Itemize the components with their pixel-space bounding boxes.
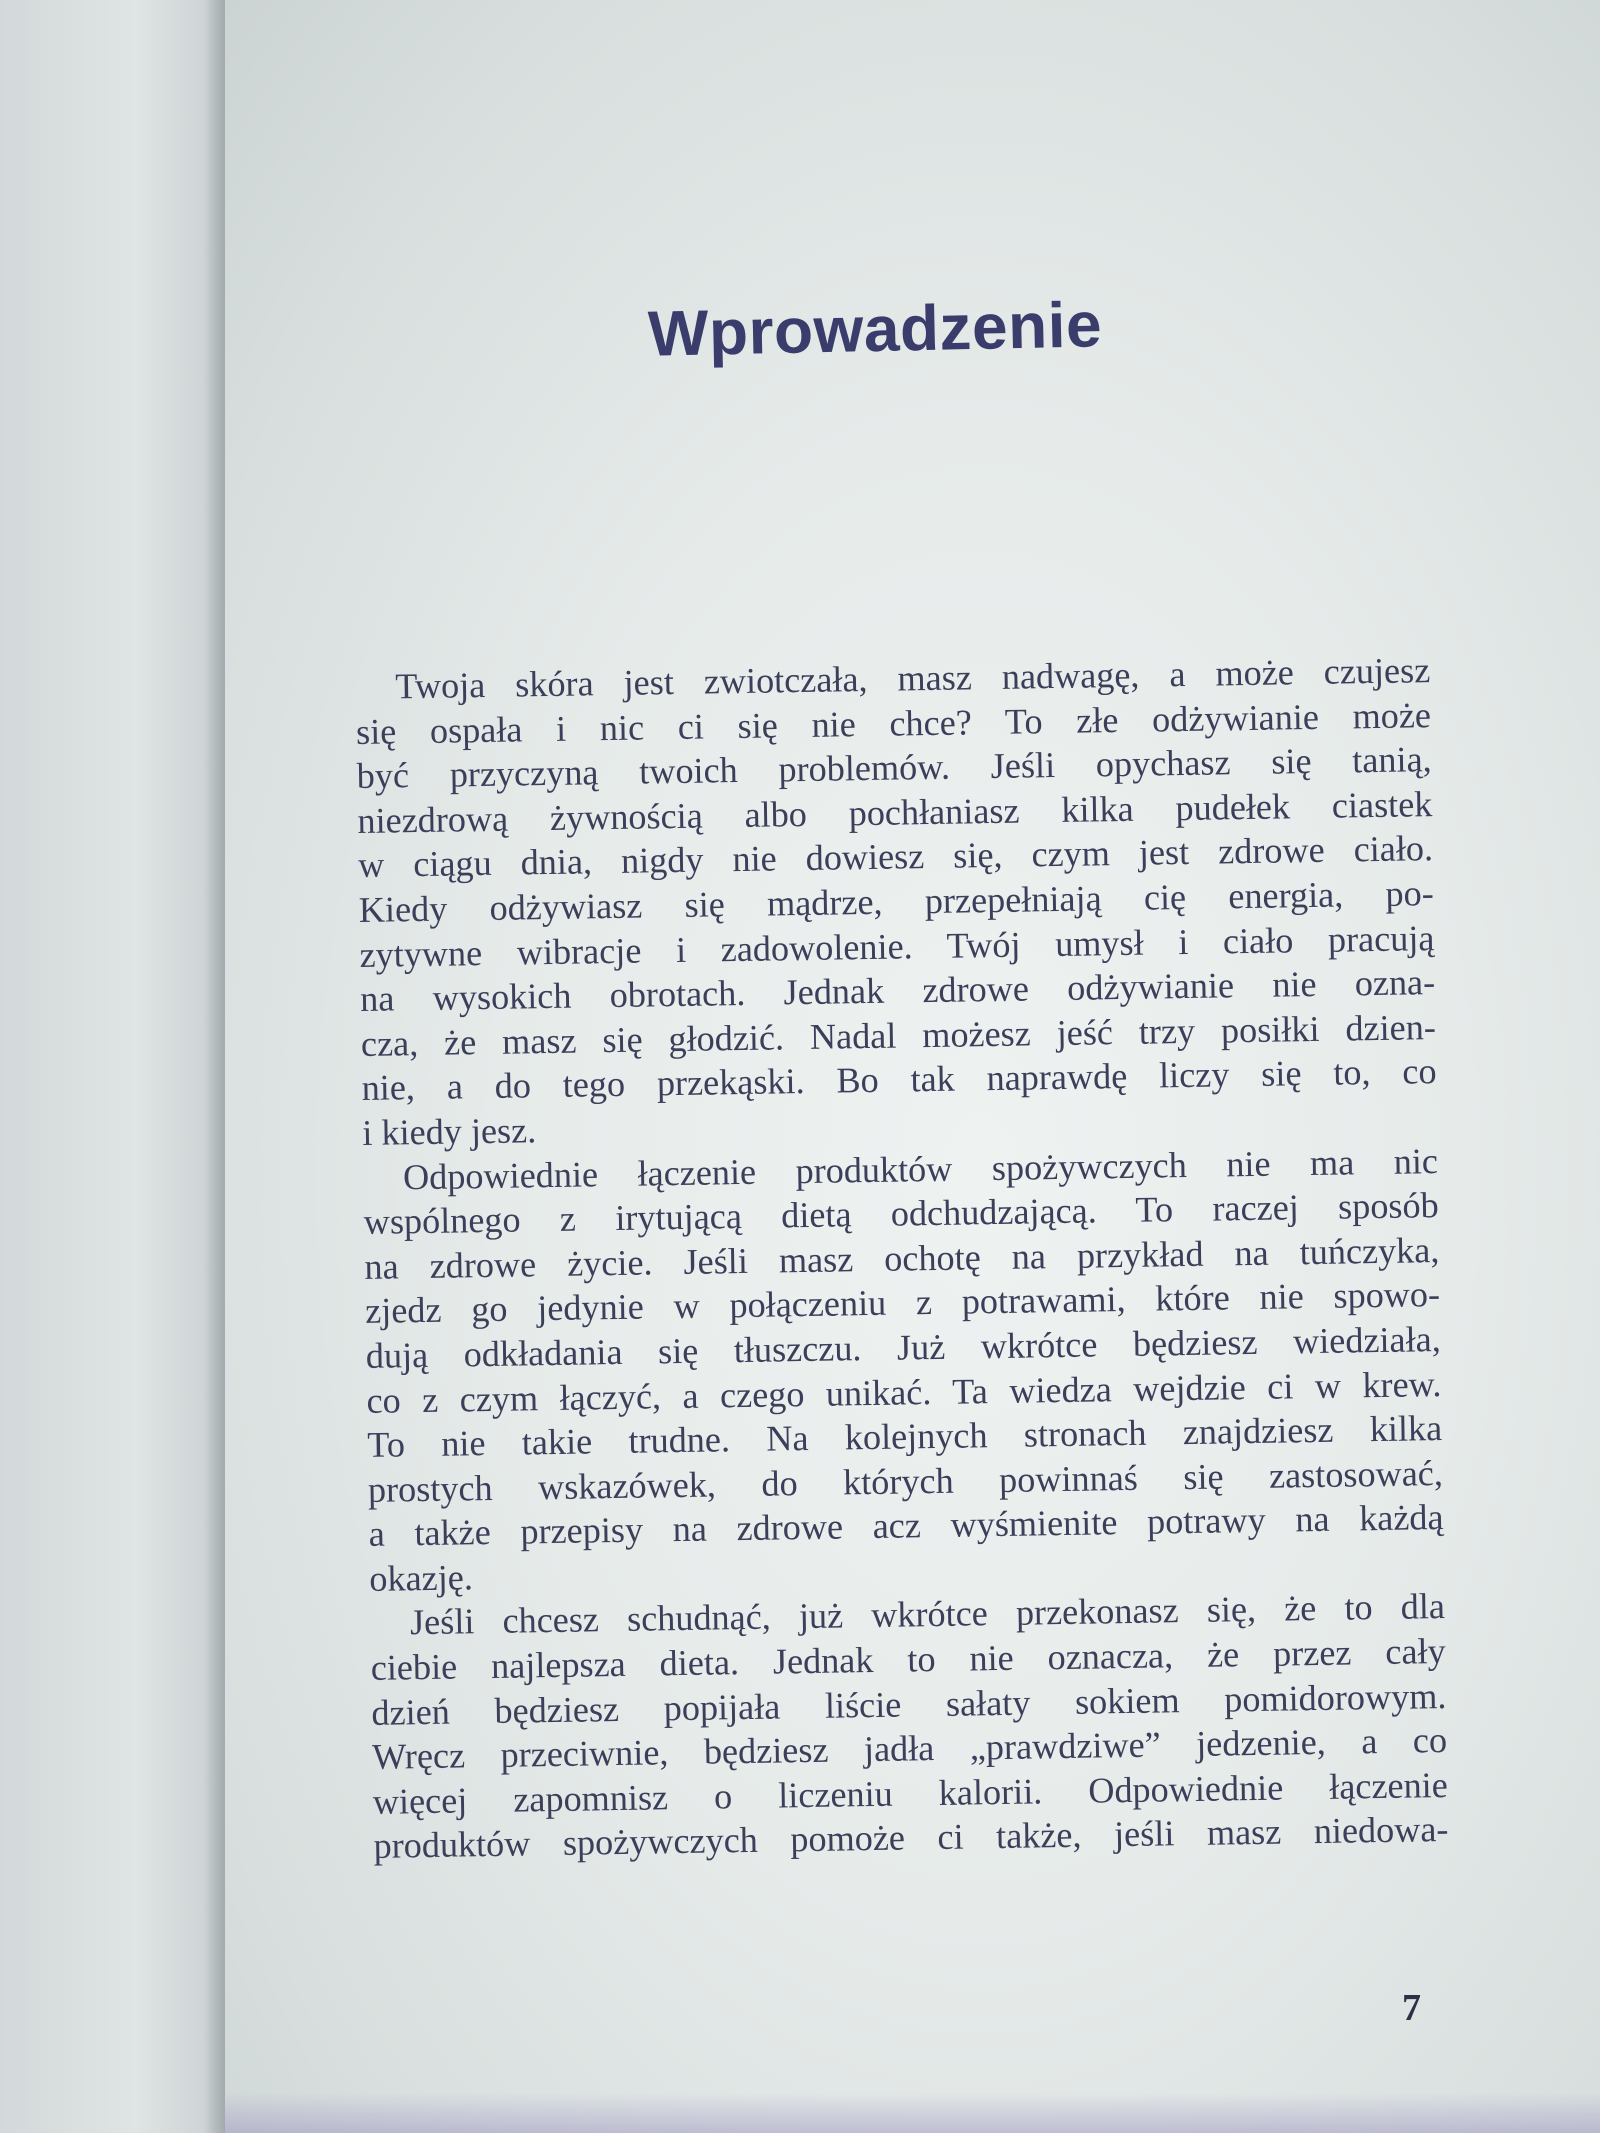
text-line: się ospała i nic ci się nie chce? To złe odżywianie może	[355, 694, 1432, 752]
left-page-edge	[0, 0, 225, 2133]
paragraph-2	[363, 1139, 1445, 1602]
text-line: w ciągu dnia, nigdy nie dowiesz się, czym jest zdrowe ciało.	[357, 828, 1434, 886]
text-line: zjedz go jedynie w połączeniu z potrawami, które nie spowo-	[364, 1274, 1441, 1332]
text-line: prostych wskazówek, do których powinnaś się zastosować,	[367, 1452, 1444, 1510]
text-line: nie, a do tego przekąski. Bo tak naprawdę liczy się to, co	[361, 1051, 1437, 1109]
text-line: Twoja skóra jest zwiotczała, masz nadwagę, a może czujesz	[395, 650, 1431, 707]
text-line: dują odkładania się tłuszczu. Już wkrótce będziesz wiedziała,	[365, 1318, 1442, 1376]
page-bottom-shadow	[225, 2093, 1600, 2133]
text-line: co z czym łączyć, a czego unikać. Ta wiedza wejdzie ci w krew.	[366, 1363, 1442, 1421]
text-line: na wysokich obrotach. Jednak zdrowe odżywianie nie ozna-	[359, 962, 1436, 1020]
text-line: a także przepisy na zdrowe acz wyśmienite potrawy na każdą	[368, 1497, 1444, 1555]
body-text	[355, 648, 1449, 1869]
text-line: produktów spożywczych pomoże ci także, jeśli masz niedowa-	[373, 1809, 1449, 1867]
text-line: To nie takie trudne. Na kolejnych stronach znajdziesz kilka	[366, 1408, 1443, 1465]
text-line: cza, że masz się głodzić. Nadal możesz jeść trzy posiłki dzien-	[360, 1006, 1437, 1064]
paragraph-1	[355, 648, 1438, 1155]
text-line: na zdrowe życie. Jeśli masz ochotę na przykład na tuńczyka,	[364, 1229, 1440, 1287]
text-line: dzień będziesz popijała liście sałaty sokiem pomidorowym.	[371, 1675, 1447, 1733]
page-number: 7	[1402, 1987, 1421, 2029]
text-line: i kiedy jesz.	[362, 1110, 537, 1153]
text-line: Jeśli chcesz schudnąć, już wkrótce przekonasz się, że to dla	[409, 1586, 1446, 1643]
text-line: Odpowiednie łączenie produktów spożywczych nie ma nic	[402, 1140, 1439, 1197]
text-line: niezdrową żywnością albo pochłaniasz kilka pudełek ciastek	[357, 783, 1433, 841]
paragraph-3	[370, 1584, 1449, 1868]
text-line: więcej zapomnisz o liczeniu kalorii. Odpowiednie łączenie	[372, 1764, 1449, 1822]
text-line: być przyczyną twoich problemów. Jeśli opychasz się tanią,	[356, 739, 1432, 797]
text-line: Kiedy odżywiasz się mądrze, przepełniają cię energia, po-	[358, 873, 1435, 930]
text-line: zytywne wibracje i zadowolenie. Twój umysł i ciało pracują	[359, 917, 1435, 975]
text-line: wspólnego z irytującą dietą odchudzającą. To raczej sposób	[363, 1185, 1439, 1243]
text-line: Wręcz przeciwnie, będziesz jadła „prawdziwe” jedzenie, a co	[371, 1720, 1448, 1778]
chapter-title: Wprowadzenie	[647, 288, 1103, 370]
text-line: okazję.	[369, 1557, 474, 1599]
text-line: ciebie najlepsza dieta. Jednak to nie oznacza, że przez cały	[370, 1631, 1446, 1688]
